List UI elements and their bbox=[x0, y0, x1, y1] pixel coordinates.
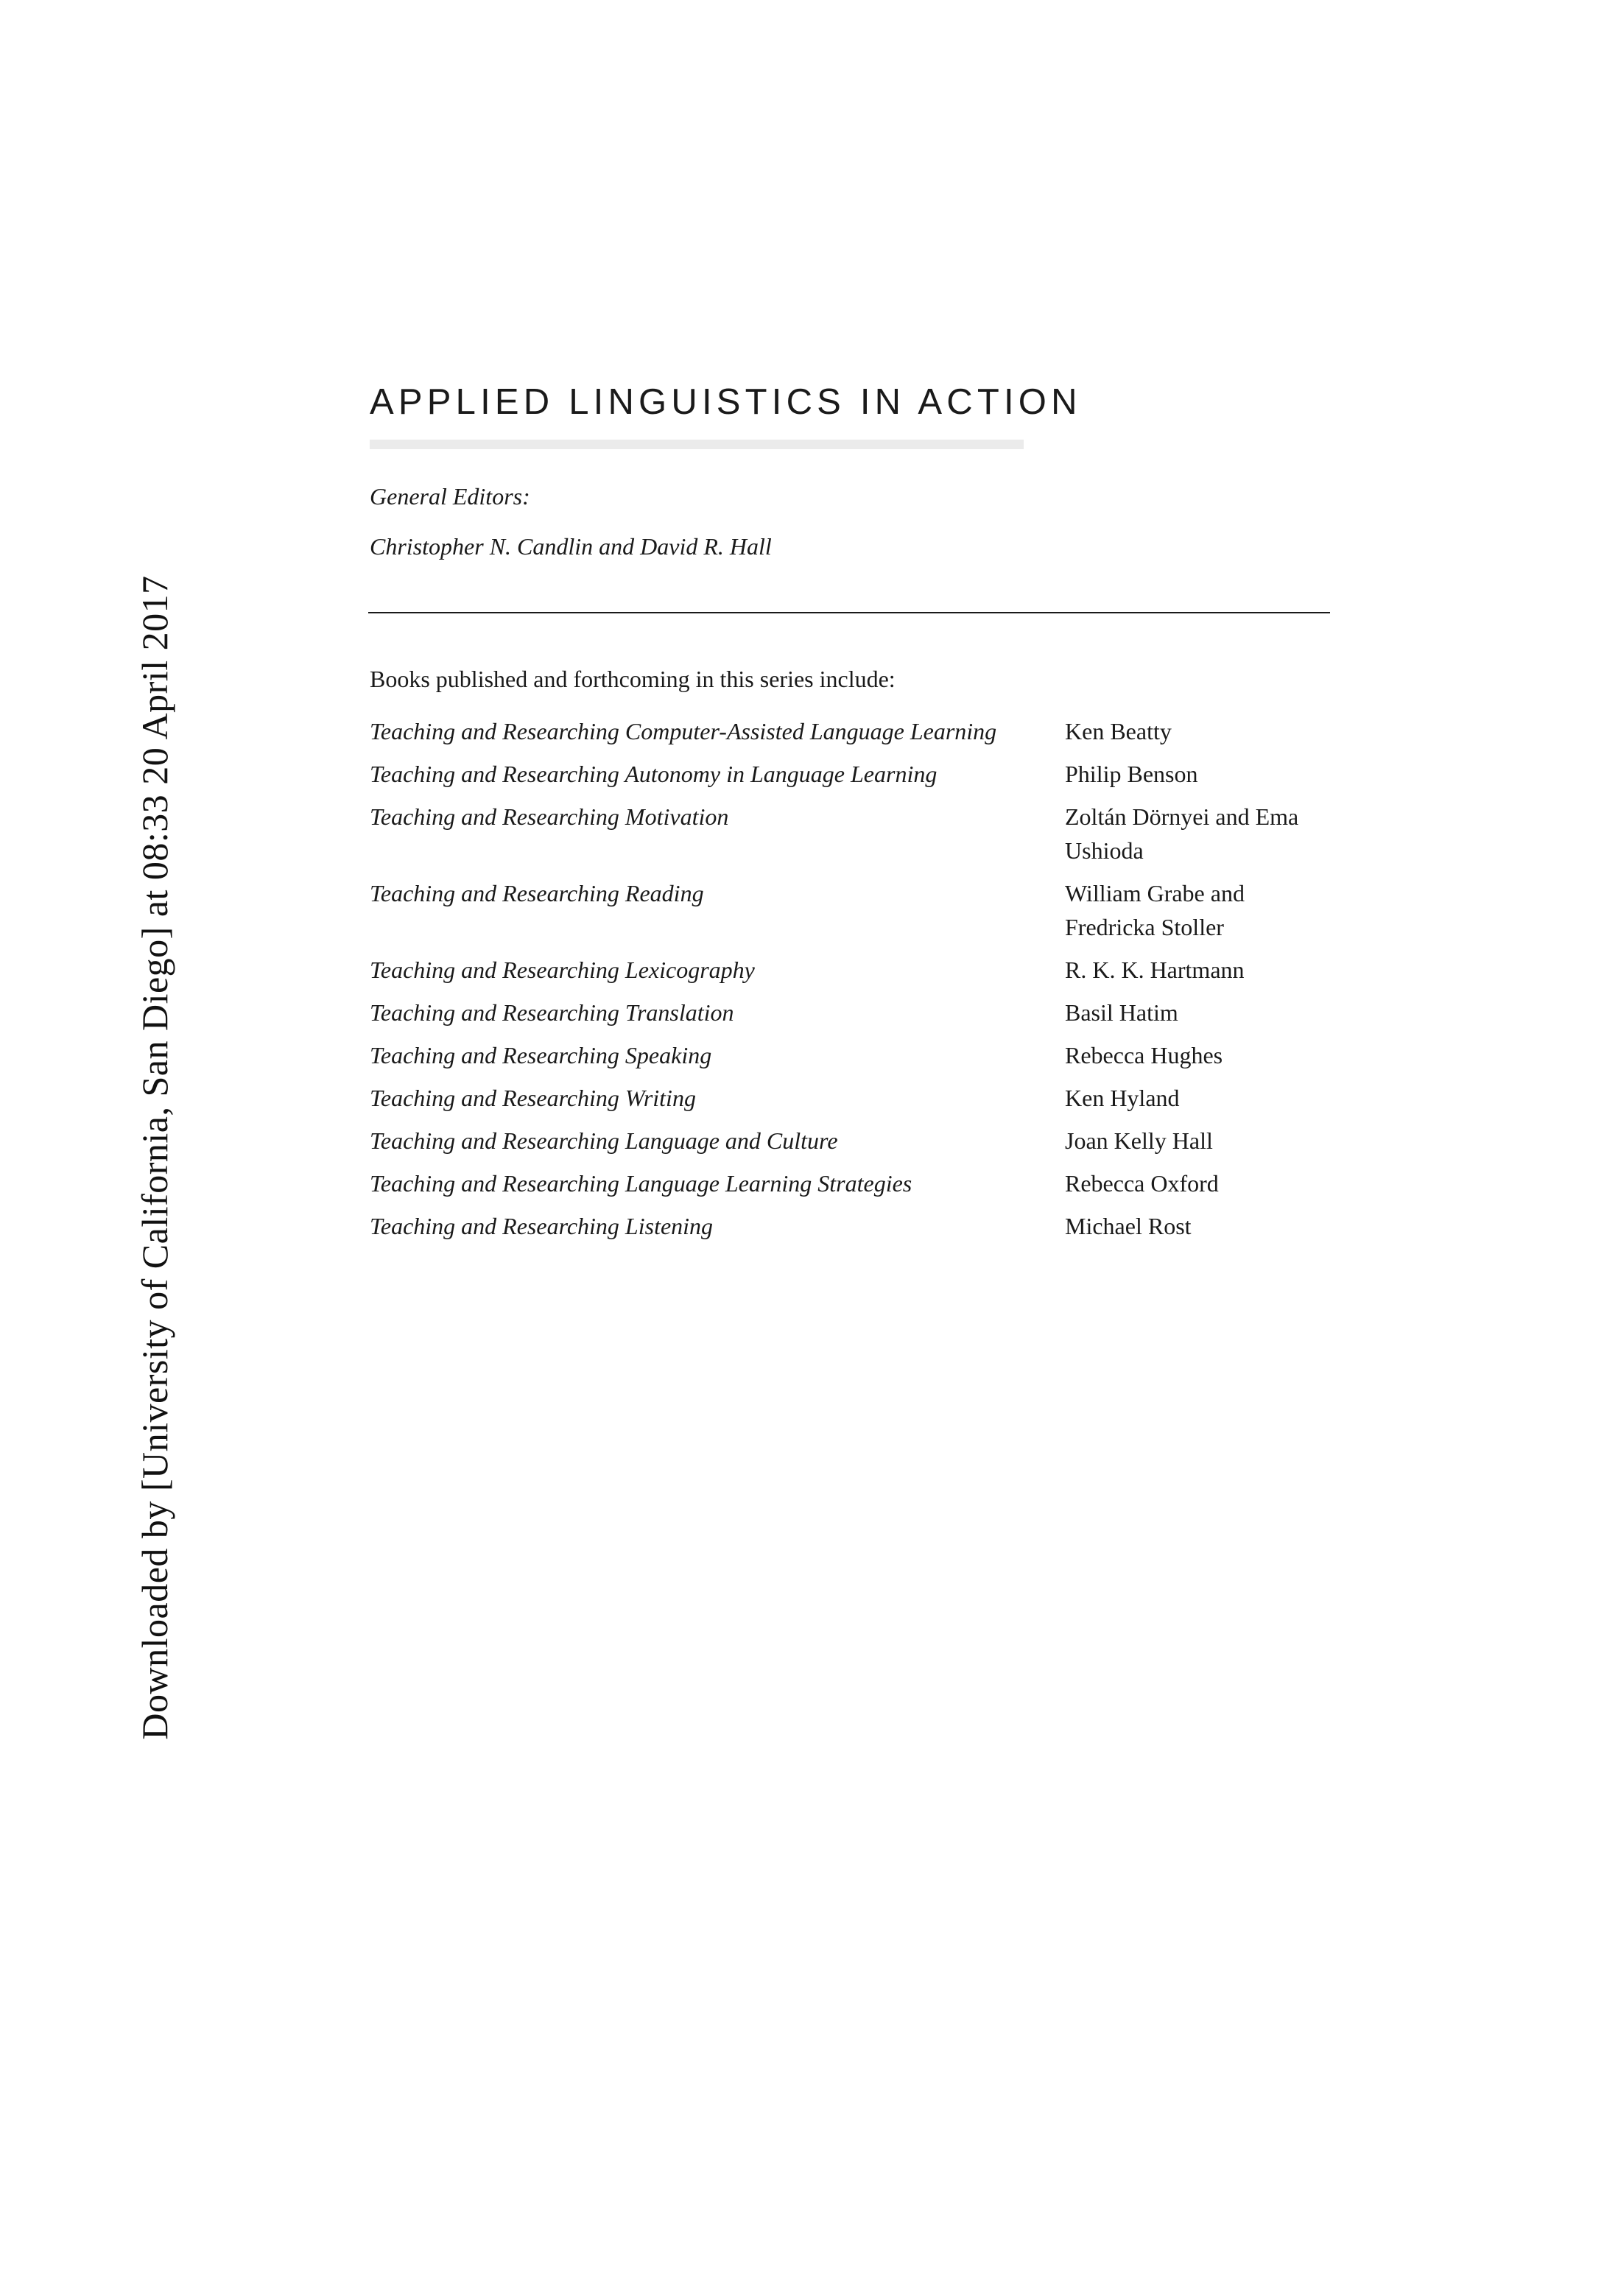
series-title: APPLIED LINGUISTICS IN ACTION bbox=[370, 382, 1082, 422]
book-author: Michael Rost bbox=[1065, 1213, 1192, 1239]
book-author: Rebecca Hughes bbox=[1065, 1042, 1223, 1068]
book-row bbox=[370, 800, 1342, 867]
book-author: Ken Hyland bbox=[1065, 1085, 1180, 1111]
section-divider bbox=[368, 612, 1330, 613]
book-author: Zoltán Dörnyei and Ema Ushioda bbox=[1065, 803, 1299, 864]
book-author: Ken Beatty bbox=[1065, 718, 1172, 744]
book-author: Rebecca Oxford bbox=[1065, 1170, 1219, 1197]
book-row bbox=[370, 1209, 1342, 1243]
book-row bbox=[370, 1166, 1342, 1200]
book-title: Teaching and Researching Lexicography bbox=[370, 957, 755, 983]
book-row bbox=[370, 1038, 1342, 1072]
book-list bbox=[370, 714, 1342, 1252]
book-row bbox=[370, 1081, 1342, 1115]
book-row bbox=[370, 1124, 1342, 1158]
book-author: Philip Benson bbox=[1065, 761, 1198, 787]
book-title: Teaching and Researching Language and Culture bbox=[370, 1127, 838, 1154]
book-author: R. K. K. Hartmann bbox=[1065, 957, 1245, 983]
book-title: Teaching and Researching Translation bbox=[370, 999, 734, 1026]
book-title: Teaching and Researching Language Learning Strategies bbox=[370, 1170, 912, 1197]
book-title: Teaching and Researching Autonomy in Language Learning bbox=[370, 761, 938, 787]
book-title: Teaching and Researching Listening bbox=[370, 1213, 714, 1239]
title-underline-bar bbox=[370, 440, 1024, 449]
general-editors-label: General Editors: bbox=[370, 483, 530, 510]
book-author: Joan Kelly Hall bbox=[1065, 1127, 1213, 1154]
series-header bbox=[370, 382, 1082, 449]
books-intro: Books published and forthcoming in this series include: bbox=[370, 666, 896, 692]
book-title: Teaching and Researching Reading bbox=[370, 880, 704, 906]
book-title: Teaching and Researching Computer-Assisted Language Learning bbox=[370, 718, 997, 744]
book-title: Teaching and Researching Motivation bbox=[370, 803, 729, 830]
book-row bbox=[370, 953, 1342, 987]
book-title: Teaching and Researching Speaking bbox=[370, 1042, 712, 1068]
book-row bbox=[370, 714, 1342, 748]
book-row bbox=[370, 876, 1342, 944]
book-author: Basil Hatim bbox=[1065, 999, 1178, 1026]
general-editors-names: Christopher N. Candlin and David R. Hall bbox=[370, 533, 772, 560]
book-row bbox=[370, 757, 1342, 791]
download-watermark: Downloaded by [University of California, San Diego] at 08:33 20 April 2017 bbox=[134, 575, 175, 1740]
book-author: William Grabe and Fredricka Stoller bbox=[1065, 880, 1245, 940]
book-row bbox=[370, 996, 1342, 1029]
book-title: Teaching and Researching Writing bbox=[370, 1085, 696, 1111]
